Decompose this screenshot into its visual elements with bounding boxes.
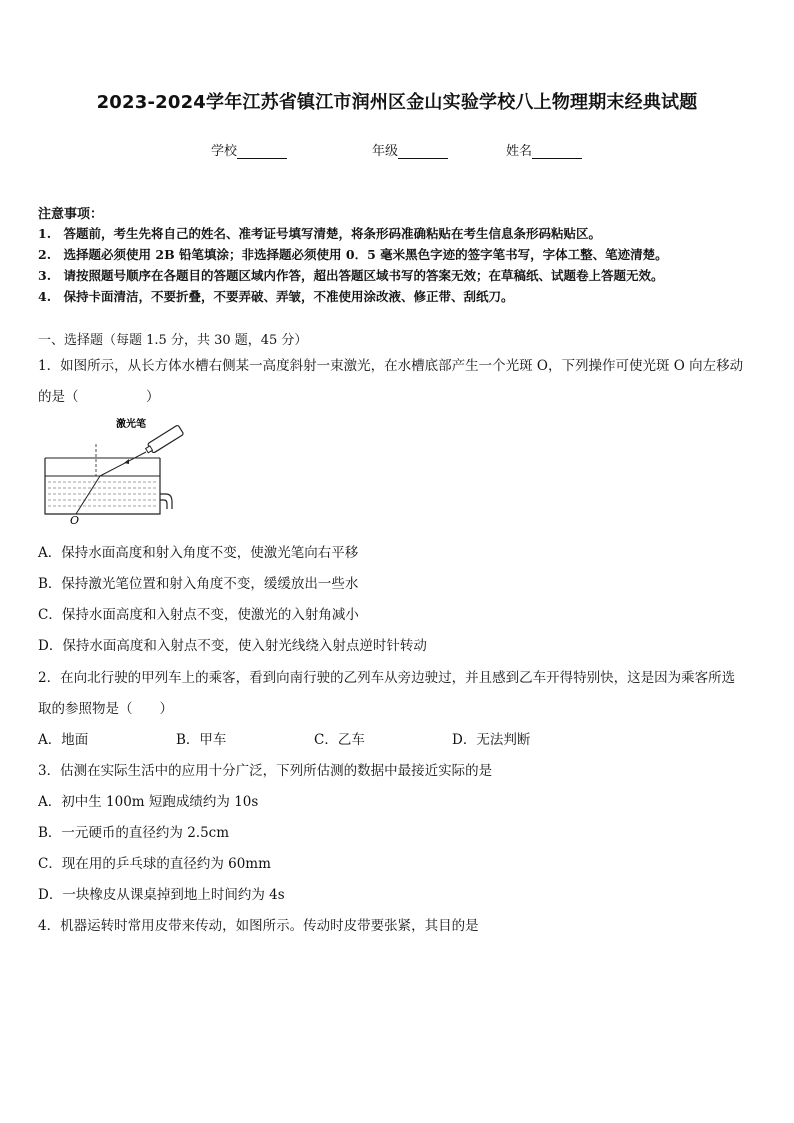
question-3-line1: 3．估测在实际生活中的应用十分广泛，下列所估测的数据中最接近实际的是	[38, 763, 493, 779]
q2-option-c: C．乙车	[314, 732, 365, 748]
laser-tank-figure	[40, 414, 190, 526]
question-1-line2: 的是（ ）	[38, 389, 160, 405]
q1-option-a: A．保持水面高度和射入角度不变，使激光笔向右平移	[38, 545, 359, 561]
note-item: 4. 保持卡面清洁，不要折叠，不要弄破、弄皱，不准使用涂改液、修正带、刮纸刀。	[38, 289, 514, 304]
q3-option-c: C．现在用的乒乓球的直径约为 60mm	[38, 856, 271, 872]
notes-title: 注意事项：	[38, 207, 104, 222]
grade-label: 年级	[372, 144, 399, 159]
spot-o-label: O	[70, 514, 80, 526]
question-4-line1: 4．机器运转时常用皮带来传动，如图所示。传动时皮带要张紧，其目的是	[38, 918, 479, 934]
question-2-line1: 2．在向北行驶的甲列车上的乘客，看到向南行驶的乙列车从旁边驶过，并且感到乙车开得特别快，这是因为乘客所选	[38, 670, 736, 686]
school-blank	[237, 145, 287, 159]
name-field	[506, 140, 582, 159]
name-label: 姓名	[506, 144, 533, 159]
laser-pen-label: 激光笔	[116, 419, 146, 430]
q1-option-c: C．保持水面高度和入射点不变，使激光的入射角减小	[38, 607, 359, 623]
q2-option-d: D．无法判断	[452, 732, 531, 748]
q1-option-d: D．保持水面高度和入射点不变，使入射光线绕入射点逆时针转动	[38, 638, 427, 654]
q3-option-d: D．一块橡皮从课桌掉到地上时间约为 4s	[38, 887, 285, 903]
question-2-line2: 取的参照物是（ ）	[38, 701, 173, 717]
page-title: 2023-2024学年江苏省镇江市润州区金山实验学校八上物理期末经典试题	[96, 92, 698, 113]
q2-option-a: A．地面	[38, 732, 89, 748]
school-field	[211, 140, 287, 159]
section-heading: 一、选择题（每题 1.5 分，共 30 题，45 分）	[38, 333, 308, 348]
grade-field	[372, 140, 448, 159]
q3-option-b: B．一元硬币的直径约为 2.5cm	[38, 825, 230, 841]
grade-blank	[398, 145, 448, 159]
q2-option-b: B．甲车	[176, 732, 227, 748]
note-item: 1. 答题前，考生先将自己的姓名、准考证号填写清楚，将条形码准确粘贴在考生信息条形码粘贴区。	[38, 226, 602, 241]
q3-option-a: A．初中生 100m 短跑成绩约为 10s	[38, 794, 259, 810]
note-item: 2. 选择题必须使用 2B 铅笔填涂；非选择题必须使用 0．5 毫米黑色字迹的签字笔书写，字体工整、笔迹清楚。	[38, 247, 668, 262]
note-item: 3. 请按照题号顺序在各题目的答题区域内作答，超出答题区域书写的答案无效；在草稿纸、试题卷上答题无效。	[38, 268, 664, 283]
q1-option-b: B．保持激光笔位置和射入角度不变，缓缓放出一些水	[38, 576, 359, 592]
school-label: 学校	[211, 144, 238, 159]
question-1-line1: 1．如图所示，从长方体水槽右侧某一高度斜射一束激光，在水槽底部产生一个光斑 O，下列操作可使光斑 O 向左移动	[38, 358, 744, 374]
name-blank	[532, 145, 582, 159]
